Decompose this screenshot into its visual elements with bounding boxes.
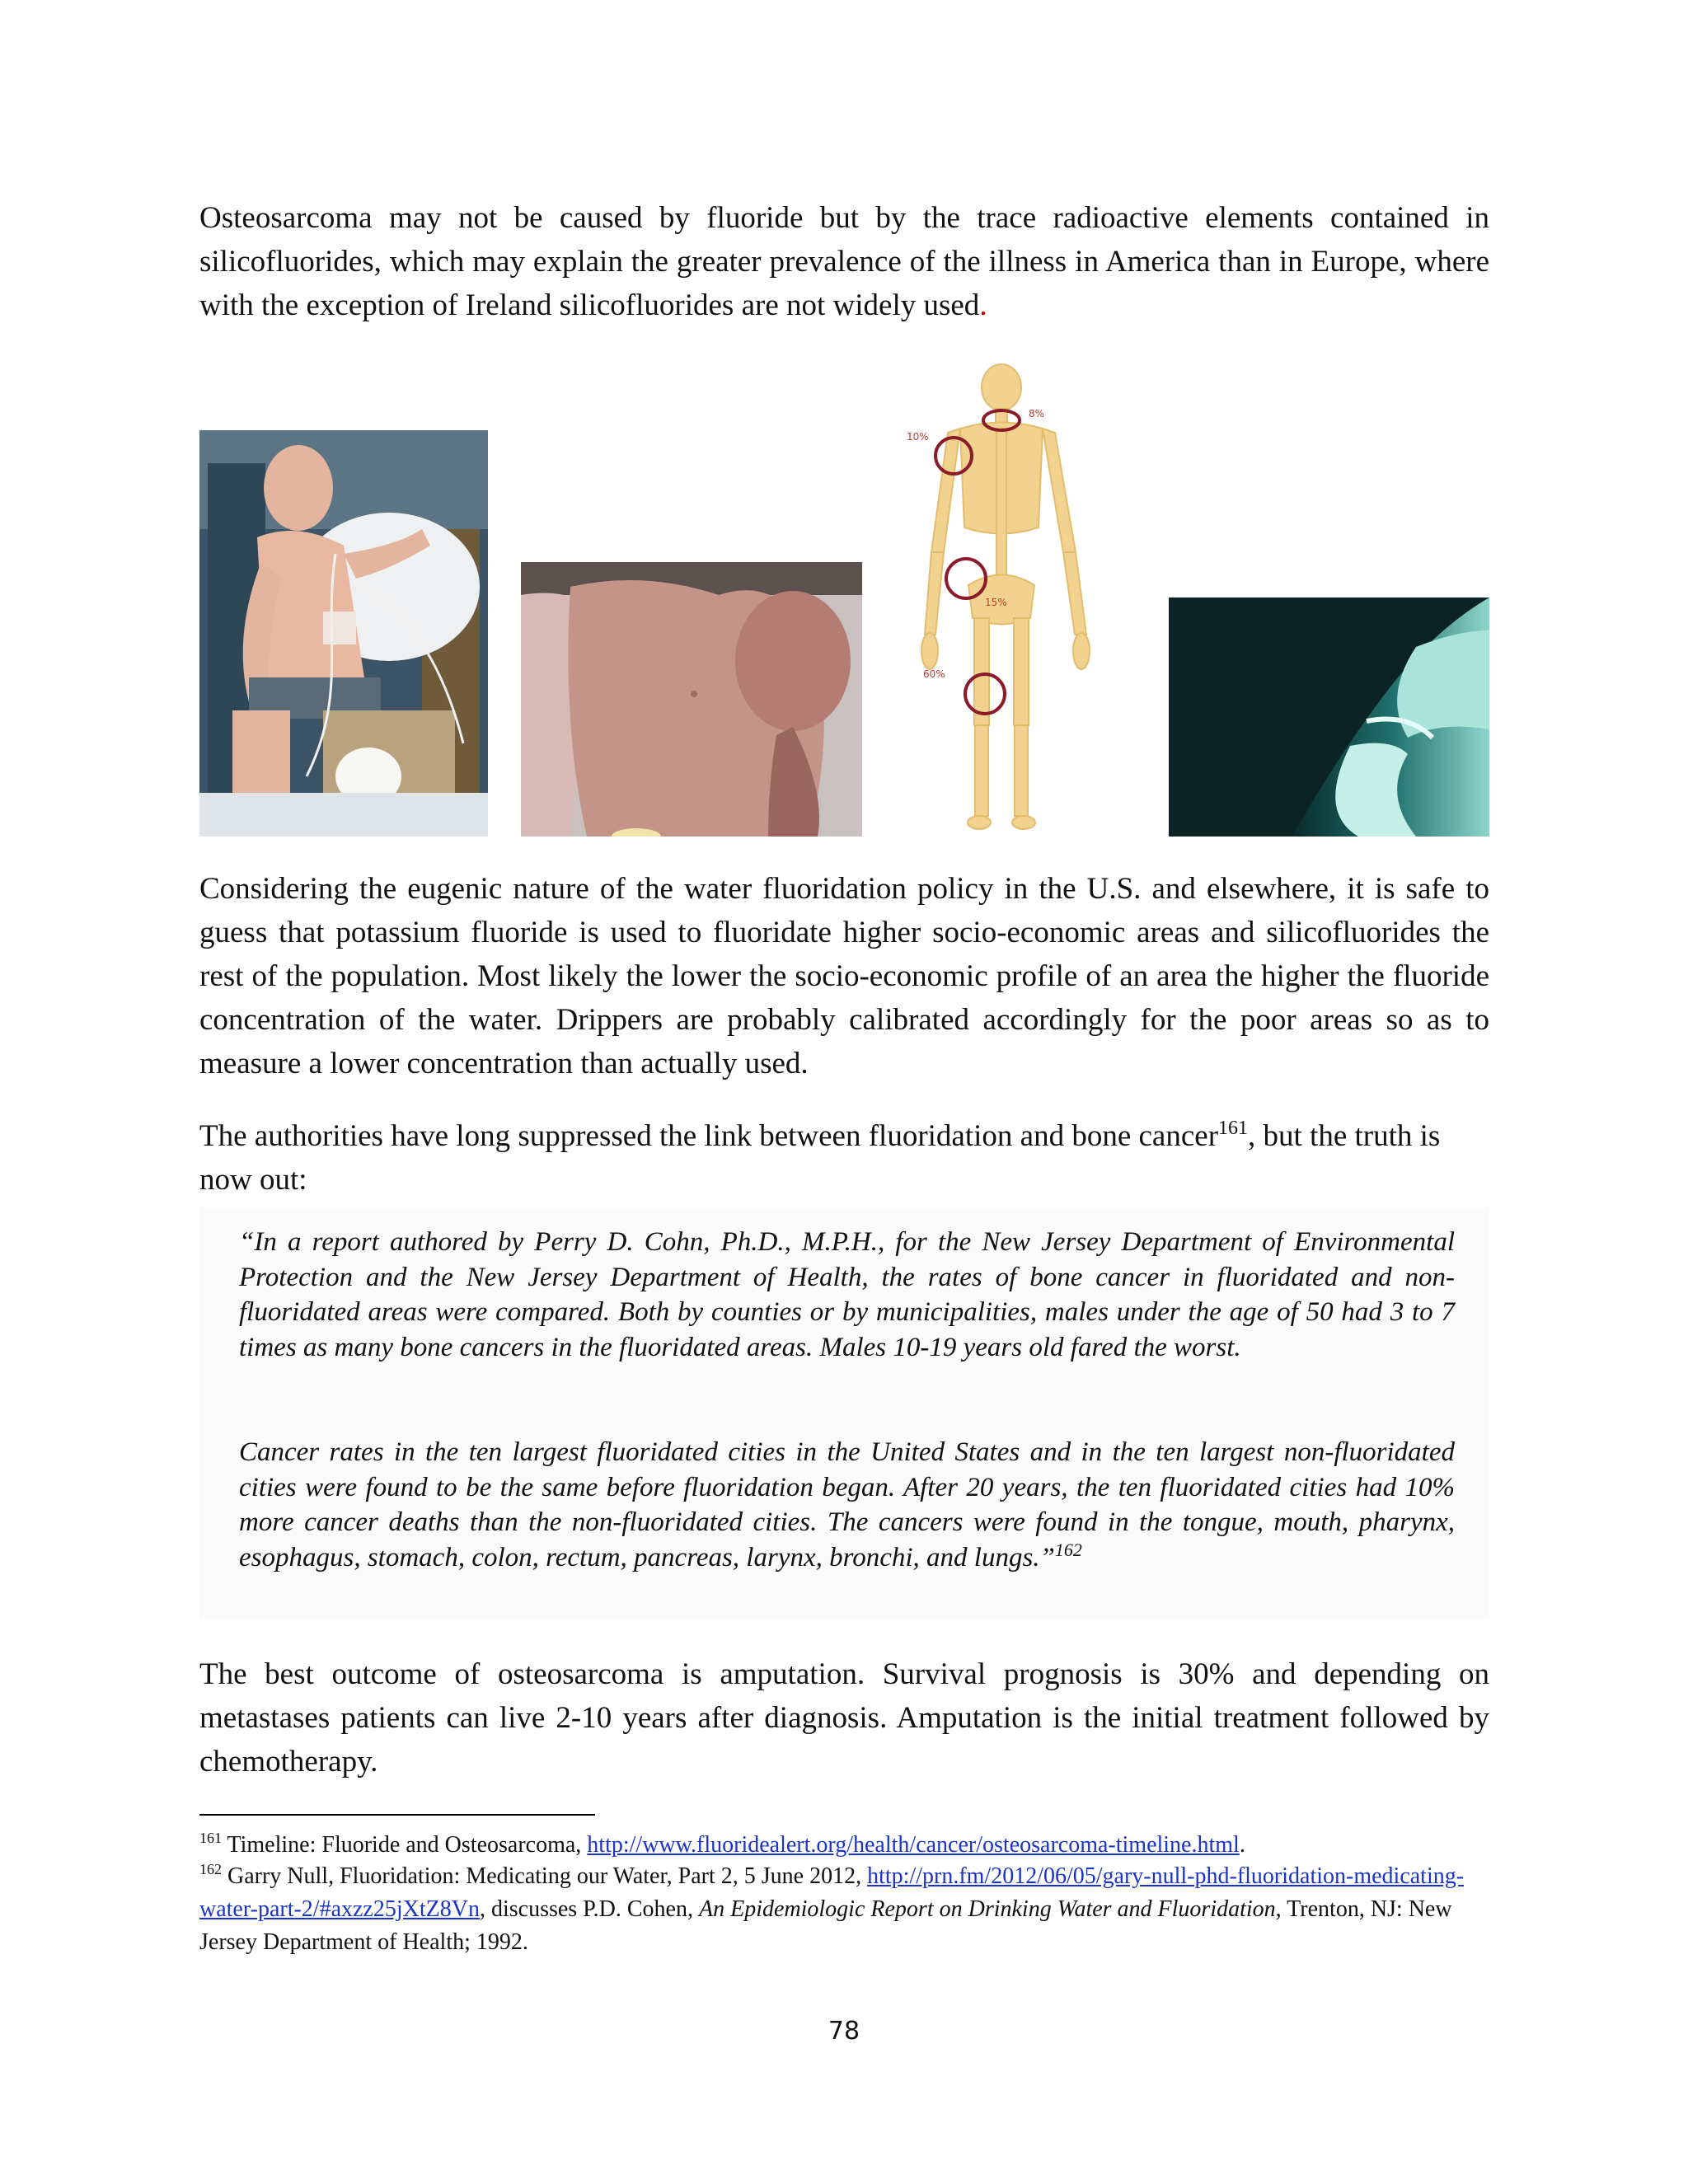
footnote-mid: , discusses P.D. Cohen, (479, 1896, 699, 1922)
footnote-number: 162 (199, 1861, 222, 1877)
footnote-text: Timeline: Fluoride and Osteosarcoma, (222, 1832, 588, 1858)
footnote-end: , Trenton, NJ: New Jersey Department of Health; 1992. (199, 1896, 1452, 1955)
paragraph-authorities (199, 1114, 1473, 1202)
footnote-text: Garry Null, Fluoridation: Medicating our Water, Part 2, 5 June 2012, (222, 1863, 868, 1889)
paragraph-outcome: The best outcome of osteosarcoma is amputation. Survival prognosis is 30% and depending on metastases patients can live 2-10 years after diagnosis. Amputation is the initial treatment followed by chemotherapy. (199, 1657, 1489, 1779)
quote-text: Cancer rates in the ten largest fluoridated cities in the United States and in the ten largest non-fluoridated cities were found to be the same before fluoridation began. After 20 years, the ten fluoridated cities had 10% more cancer deaths than the non-fluoridated cities. The cancers were found in the tongue, mouth, pharynx, esophagus, stomach, colon, rectum, pancreas, larynx, bronchi, and lungs.” (239, 1437, 1455, 1572)
footnote-ref-161[interactable]: 161 (1218, 1118, 1249, 1139)
quote-paragraph-2 (239, 1435, 1455, 1575)
paragraph-text-continued: , but the truth is now out: (199, 1119, 1441, 1197)
paragraph-text: Osteosarcoma may not be caused by fluoride but by the trace radioactive elements contained in silicofluorides, which may explain the greater prevalence of the illness in America than in Europe, where with the exception of Ireland silicofluorides are not widely used (199, 201, 1489, 322)
footnote-ref-162[interactable]: 162 (1054, 1539, 1082, 1560)
page-number: 78 (828, 2017, 860, 2046)
footnote-161 (199, 1829, 1489, 1862)
xray-knee (1169, 598, 1489, 837)
footnote-end: . (1239, 1832, 1245, 1858)
footnote-link[interactable]: http://www.fluoridealert.org/health/cancer/osteosarcoma-timeline.html (587, 1832, 1240, 1858)
footnote-source-title: An Epidemiologic Report on Drinking Water and Fluoridation (698, 1896, 1276, 1922)
diagram-skeleton-tumor-sites (898, 363, 1121, 837)
quote-paragraph-1: “In a report authored by Perry D. Cohn, Ph.D., M.P.H., for the New Jersey Department of Environmental Protection and the New Jersey Department of Health, the rates of bone cancer in fluoridated and non-fluoridated areas were compared. Both by counties or by municipalities, males under the age of 50 had 3 to 7 times as many bone cancers in the fluoridated areas. Males 10-19 years old fared the worst. (239, 1227, 1455, 1362)
label-15-percent: 15% (985, 597, 1007, 608)
footnote-162 (199, 1860, 1489, 1959)
label-60-percent: 60% (923, 668, 945, 680)
footnote-separator (199, 1814, 595, 1816)
paragraph-osteosarcoma-cause (199, 196, 1489, 327)
photo-patient-in-chair (199, 430, 488, 837)
paragraph-eugenic-policy: Considering the eugenic nature of the water fluoridation policy in the U.S. and elsewhere, it is safe to guess that potassium fluoride is used to fluoridate higher socio-economic areas and silicofluorides the rest of the population. Most likely the lower the socio-economic profile of an area the higher the fluoride concentration of the water. Drippers are probably calibrated accordingly for the poor areas so as to measure a lower concentration than actually used. (199, 872, 1489, 1080)
label-8-percent: 8% (1029, 408, 1045, 419)
footnote-link[interactable]: http://prn.fm/2012/06/05/gary-null-phd-fluoridation-medicating-water-part-2/#axzz25jXtZ8Vn (199, 1863, 1465, 1922)
red-period: . (979, 288, 987, 322)
photo-shoulder-tumor (521, 562, 862, 837)
footnote-number: 161 (199, 1830, 222, 1846)
label-10-percent: 10% (907, 431, 929, 443)
paragraph-text: The authorities have long suppressed the link between fluoridation and bone cancer (199, 1119, 1219, 1153)
